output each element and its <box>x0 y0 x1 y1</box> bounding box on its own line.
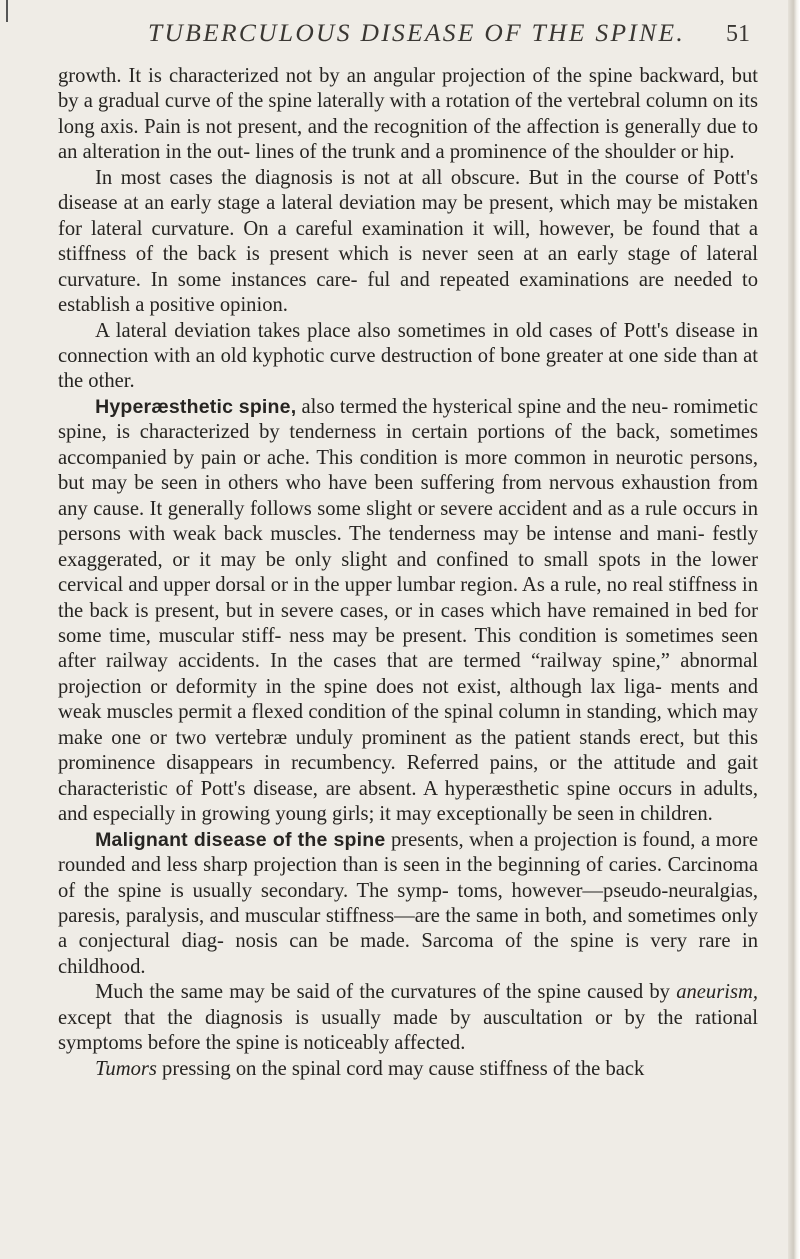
paragraph-growth <box>58 64 758 166</box>
paragraph-text: presents, when a projection is found, a more rounded and less sharp projection than is seen in the beginning of caries. Carcinoma of the spine is usually secondary. The symp- toms, however—pseudo-neuralgias, paresis, paralysis, and muscular stiffness—are the same in both, and sometimes only a conjectural diag- nosis can be made. Sarcoma of the spine is very rare in childhood. <box>58 828 758 978</box>
page-edge <box>788 0 800 1259</box>
scan-edge-mark <box>6 0 8 22</box>
paragraph-text: pressing on the spinal cord may cause stiffness of the back <box>156 1057 645 1080</box>
paragraph-text: A lateral deviation takes place also sometimes in old cases of Pott's disease in connection with an old kyphotic curve destruction of bone greater at one side than at the other. <box>58 319 758 393</box>
paragraph-malignant-disease <box>58 828 758 981</box>
body-text <box>58 64 758 1082</box>
paragraph-aneurism <box>58 980 758 1056</box>
paragraph-lead: Much the same may be said of the curvatures of the spine caused by <box>95 981 677 1004</box>
paragraph-diagnosis <box>58 166 758 319</box>
paragraph-text: growth. It is characterized not by an angular projection of the spine backward, but by a gradual curve of the spine laterally with a rotation of the vertebral column on its long axis. Pain is not present, and the recognition of the affection is generally due to an alteration in the out- lines of the trunk and a prominence of the shoulder or hip. <box>58 65 758 164</box>
paragraph-tumors <box>58 1057 758 1082</box>
italic-term: aneurism, <box>676 981 758 1004</box>
section-heading: Malignant disease of the spine <box>95 828 386 851</box>
running-head: TUBERCULOUS DISEASE OF THE SPINE. <box>148 18 685 47</box>
paragraph-text: except that the diagnosis is usually made by auscultation or by the rational symptoms before the spine is noticeably affected. <box>58 1006 758 1055</box>
italic-term: Tumors <box>95 1057 157 1080</box>
paragraph-text: In most cases the diagnosis is not at all obscure. But in the course of Pott's disease at an early stage a lateral deviation may be present, which may be mistaken for lateral curvature. On a careful examination it will, however, be found that a stiffness of the back is present which is never seen at an early stage of lateral curvature. In some instances care- ful and repeated examinations are needed to establish a positive opinion. <box>58 166 758 317</box>
paragraph-lateral-deviation <box>58 319 758 395</box>
page-number: 51 <box>726 21 750 47</box>
paragraph-text: also termed the hysterical spine and the neu- romimetic spine, is characterized by tenderness in certain portions of the back, sometimes accompanied by pain or ache. This condition is more common in neurotic persons, but may be seen in others who have been suffering from nervous exhaustion from any cause. It generally follows some slight or severe accident and as a rule occurs in persons with weak back muscles. The tenderness may be intense and mani- festly exaggerated, or it may be only slight and confined to small spots in the lower cervical and upper dorsal or in the upper lumbar region. As a rule, no real stiffness in the back is present, but in severe cases, or in cases which have remained in bed for some time, muscular stiff- ness may be present. This condition is sometimes seen after railway accidents. In the cases that are termed “railway spine,” abnormal projection or deformity in the spine does not exist, although lax liga- ments and weak muscles permit a flexed condition of the spinal column in standing, which may make one or two vertebræ unduly prominent as the patient stands erect, but this prominence disappears in recumbency. Referred pains, or the attitude and gait characteristic of Pott's disease, are absent. A hyperæsthetic spine occurs in adults, and especially in growing young girls; it may exceptionally be seen in children. <box>58 395 758 826</box>
section-heading: Hyperæsthetic spine, <box>95 395 297 418</box>
paragraph-hyperaesthetic-spine <box>58 395 758 828</box>
